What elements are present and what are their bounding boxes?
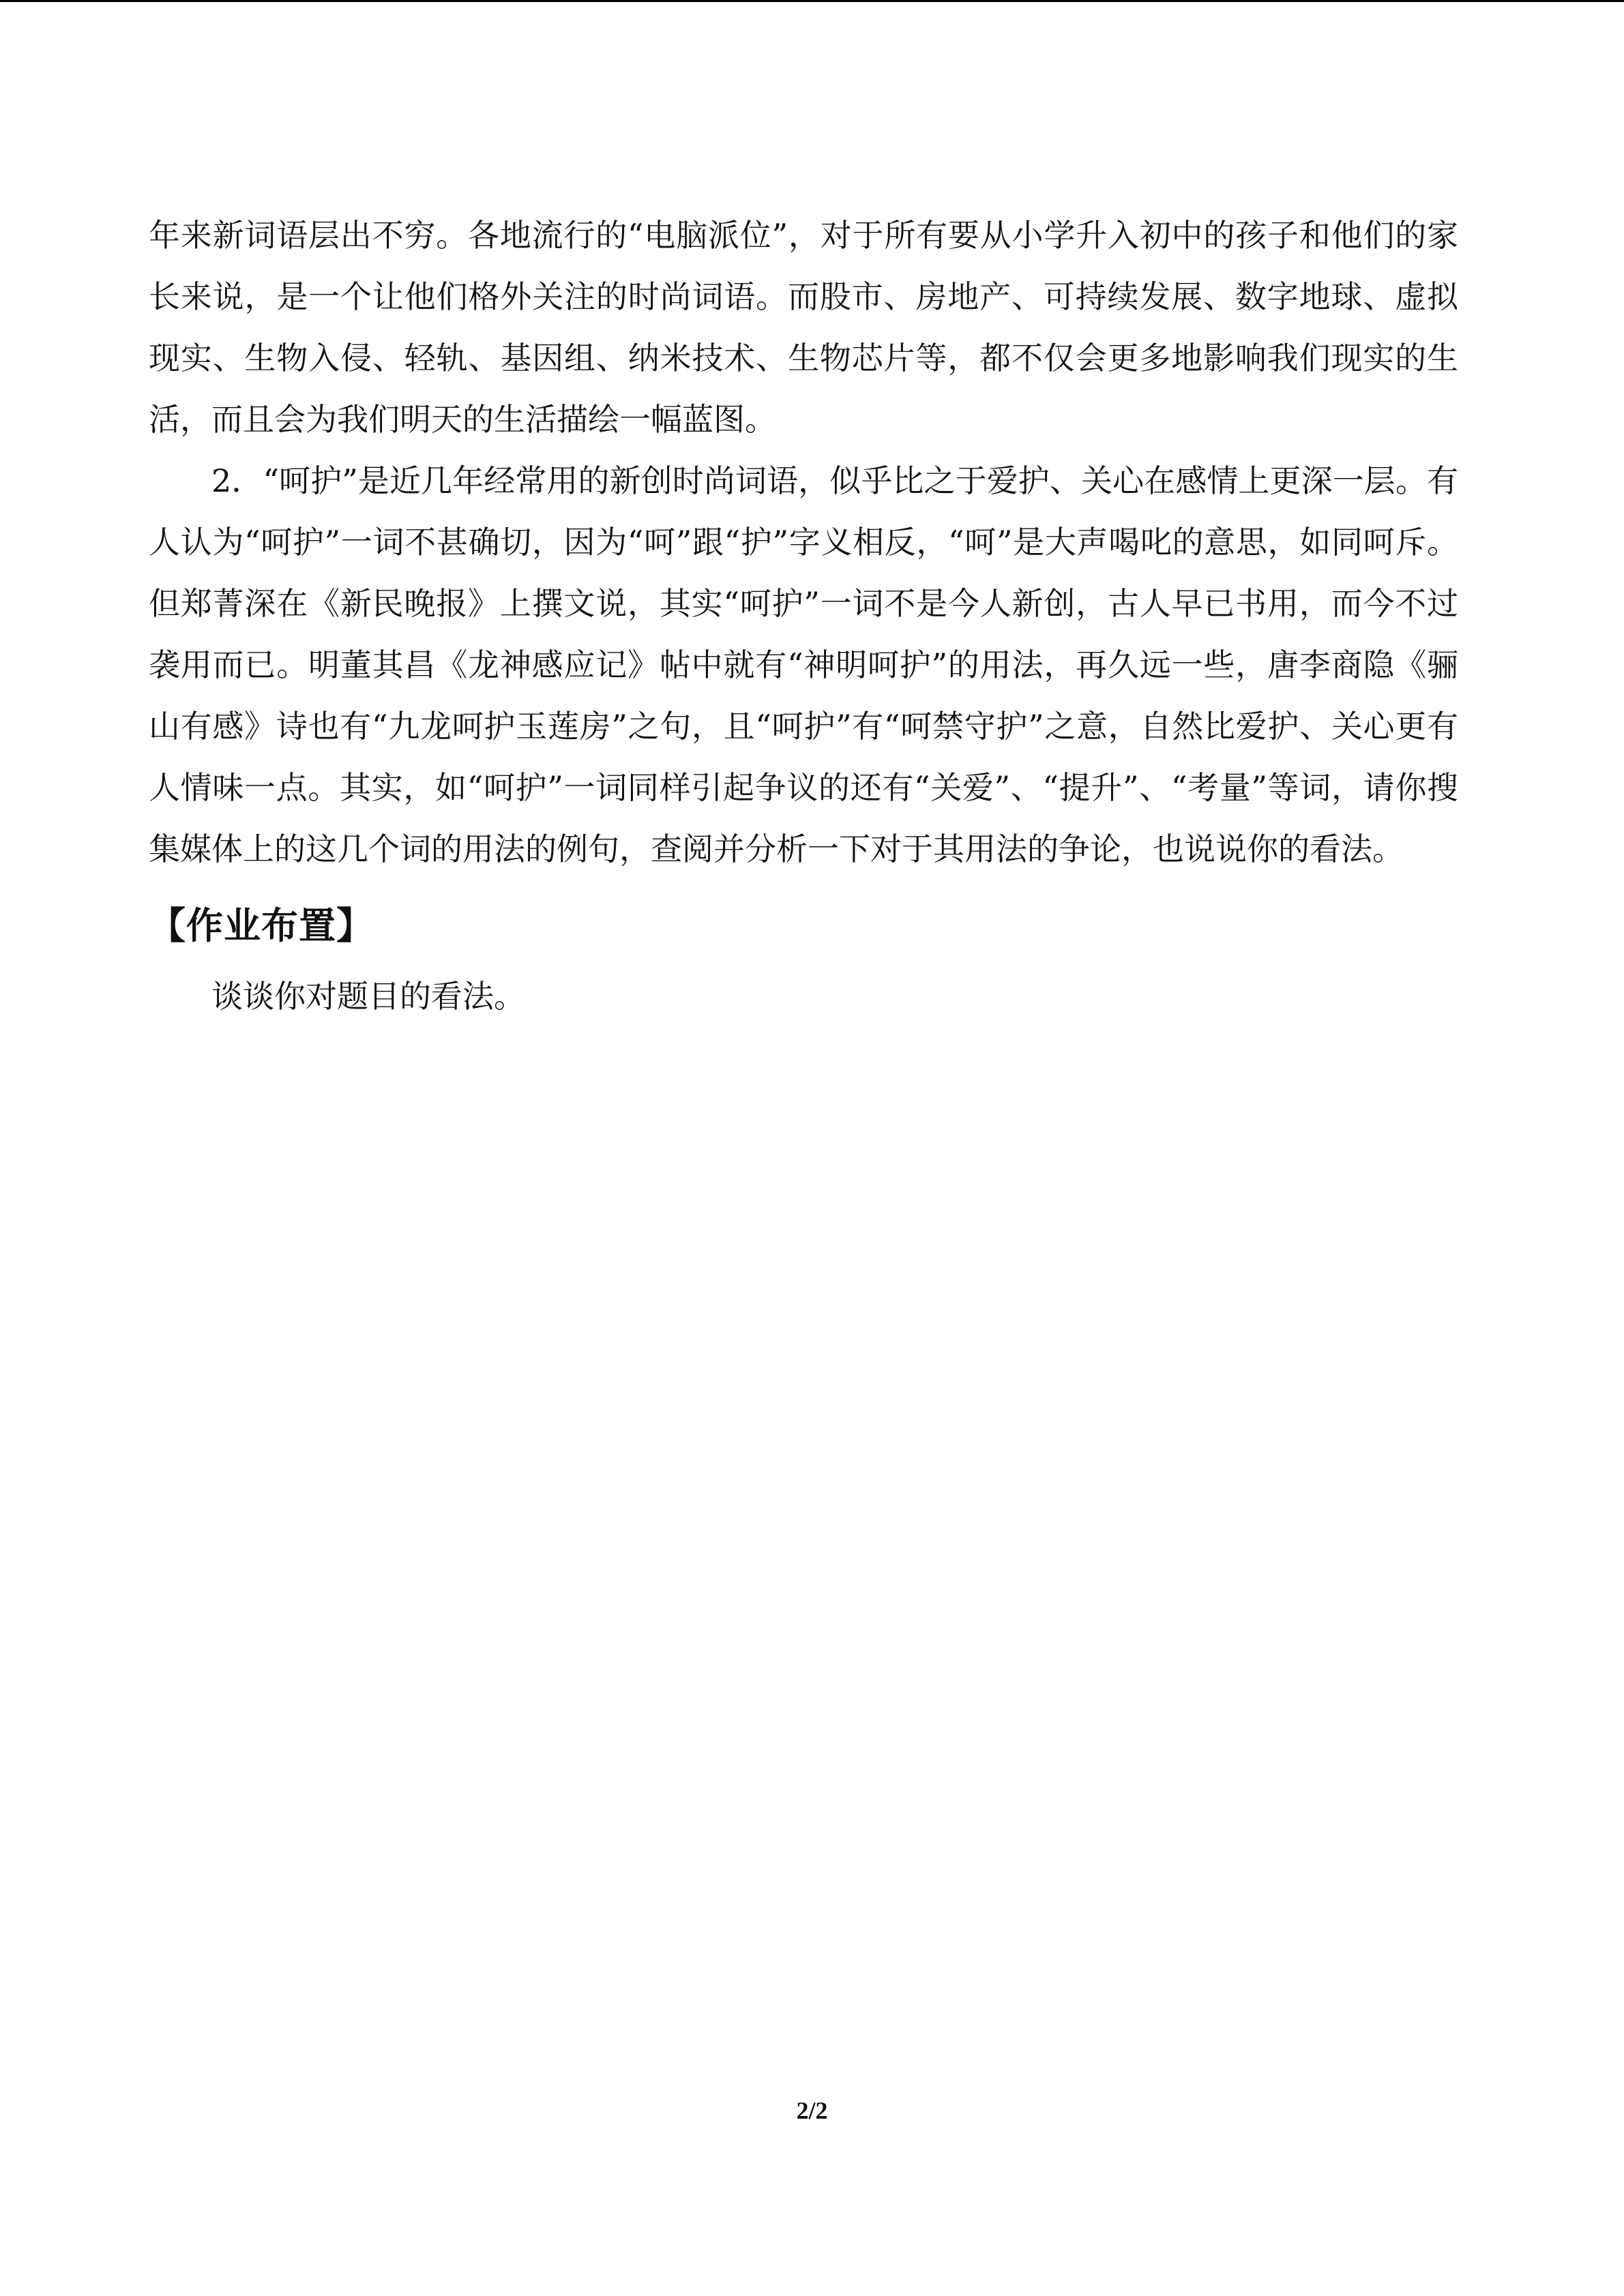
document-body (149, 205, 1458, 1027)
paragraph-new-words: 年来新词语层出不穷。各地流行的“电脑派位”，对于所有要从小学升入初中的孩子和他们的家长来说，是一个让他们格外关注的时尚词语。而股市、房地产、可持续发展、数字地球、虚拟现实、生物入侵、轻轨、基因组、纳米技术、生物芯片等，都不仅会更多地影响我们现实的生活，而且会为我们明天的生活描绘一幅蓝图。 (149, 217, 1458, 438)
assignment-text: 谈谈你对题目的看法。 (211, 978, 525, 1015)
paragraph-hehu-question: 2．“呵护”是近几年经常用的新创时尚词语，似乎比之于爱护、关心在感情上更深一层。有人认为“呵护”一词不甚确切，因为“呵”跟“护”字义相反，“呵”是大声喝叱的意思，如同呵斥。但郑菁深在《新民晚报》上撰文说，其实“呵护”一词不是今人新创，古人早已书用，而今不过袭用而已。明董其昌《龙神感应记》帖中就有“神明呵护”的用法，再久远一些，唐李商隐《骊山有感》诗也有“九龙呵护玉莲房”之句，且“呵护”有“呵禁守护”之意，自然比爱护、关心更有人情味一点。其实，如“呵护”一词同样引起争议的还有“关爱”、“提升”、“考量”等词，请你搜集媒体上的这几个词的用法的例句，查阅并分析一下对于其用法的争论，也说说你的看法。 (149, 462, 1458, 867)
top-border-line (0, 0, 1624, 2)
section-heading-homework: 【作业布置】 (149, 904, 374, 947)
page-number: 2/2 (796, 2097, 828, 2124)
